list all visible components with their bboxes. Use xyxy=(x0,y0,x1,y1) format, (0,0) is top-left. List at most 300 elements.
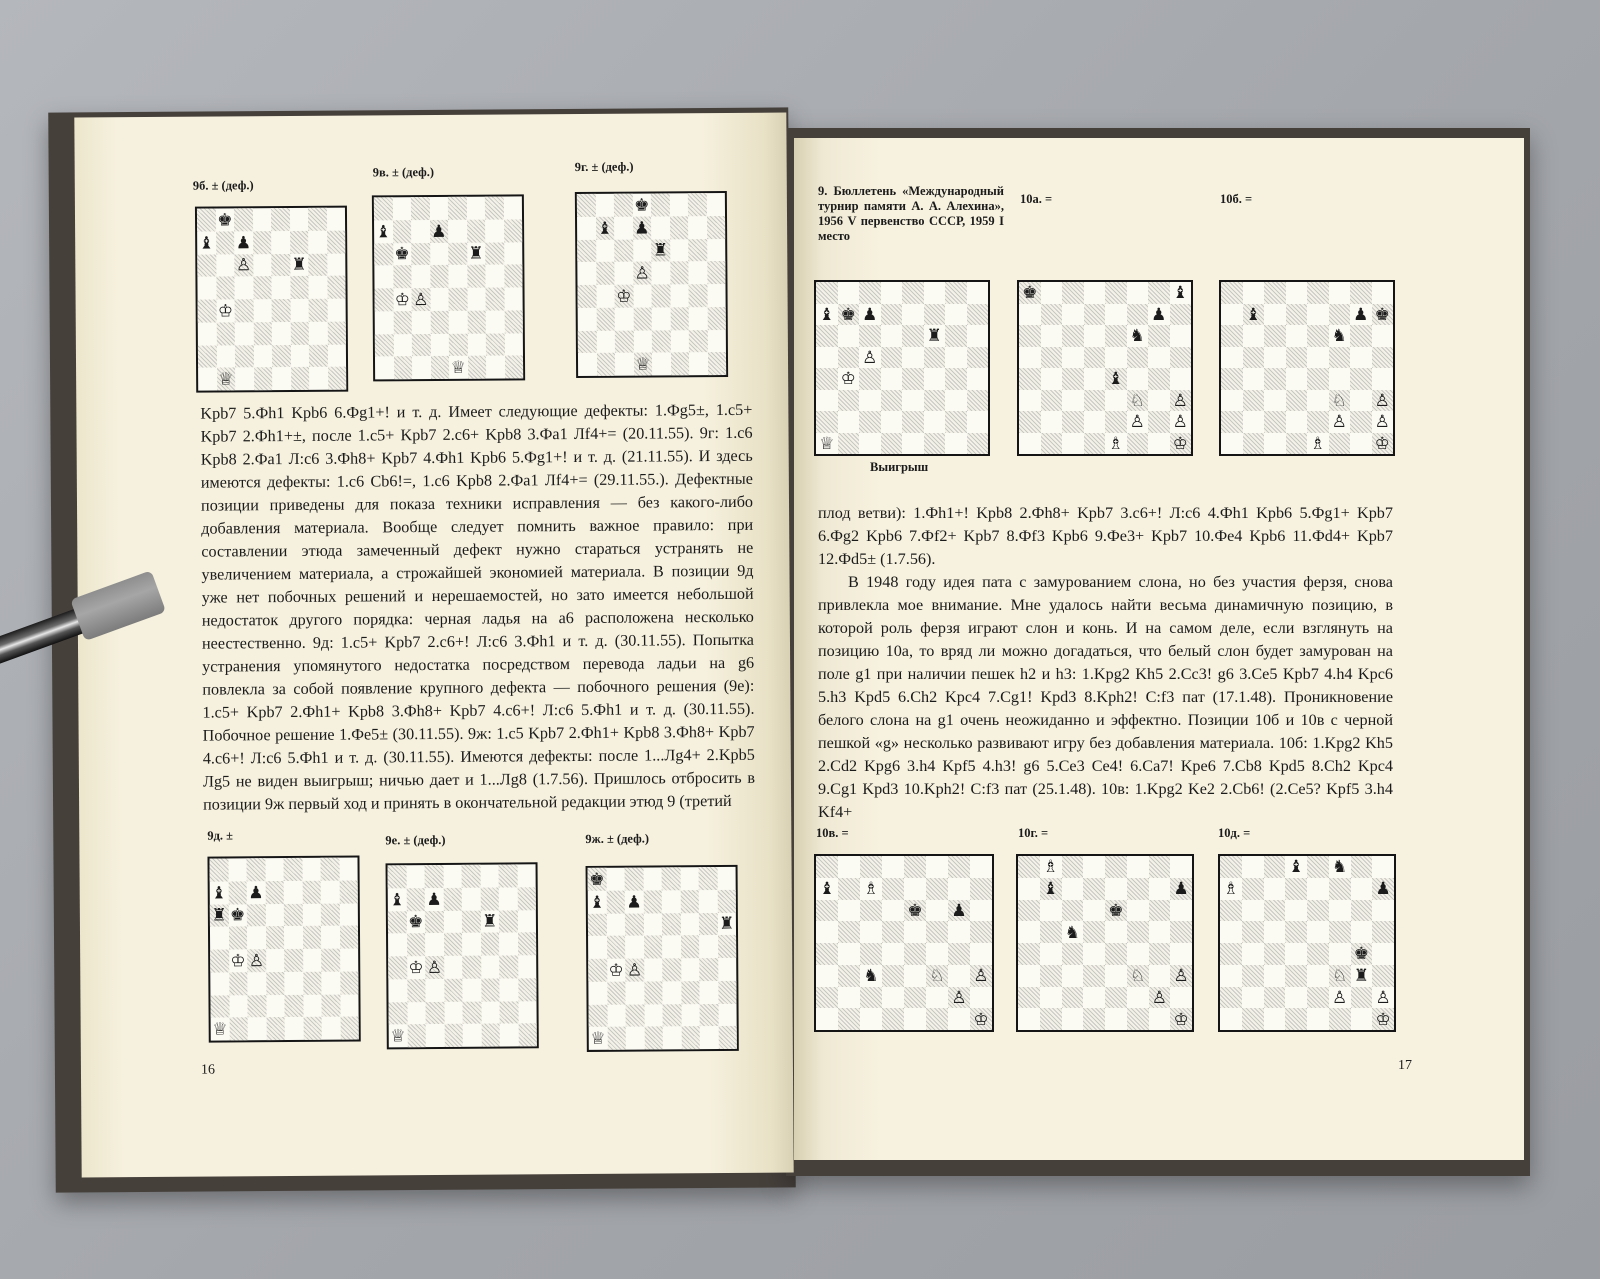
board-square xyxy=(374,266,393,289)
board-square xyxy=(1083,965,1105,987)
board-square xyxy=(443,910,462,933)
board-square xyxy=(216,345,235,368)
board-square xyxy=(1264,282,1286,304)
board-square xyxy=(1019,282,1041,304)
board-square xyxy=(860,878,882,900)
board-square xyxy=(425,979,444,1002)
board-square xyxy=(518,955,537,978)
board-square xyxy=(1105,878,1127,900)
board-square xyxy=(430,265,449,288)
board-square xyxy=(1127,390,1149,412)
board-square xyxy=(1041,304,1063,326)
chess-piece-icon: ♝ xyxy=(1172,283,1188,303)
board-square xyxy=(247,949,266,972)
board-square xyxy=(327,344,346,367)
board-square xyxy=(406,888,425,911)
board-square xyxy=(1285,900,1307,922)
board-square xyxy=(614,216,633,239)
board-square xyxy=(210,904,229,927)
board-square xyxy=(229,995,248,1018)
board-square xyxy=(1372,282,1394,304)
board-square xyxy=(1041,347,1063,369)
board-square xyxy=(209,858,228,881)
board-square xyxy=(700,1004,719,1027)
board-square xyxy=(1285,1008,1307,1030)
board-square xyxy=(247,904,266,927)
board-square xyxy=(1329,878,1351,900)
board-square xyxy=(1083,856,1105,878)
board-square xyxy=(633,262,652,285)
board-square xyxy=(577,217,596,240)
board-square xyxy=(651,239,670,262)
board-square xyxy=(235,345,254,368)
board-square xyxy=(948,900,970,922)
board-square xyxy=(1149,987,1171,1009)
board-square xyxy=(902,325,924,347)
board-square xyxy=(467,288,486,311)
board-square xyxy=(970,987,992,1009)
board-square xyxy=(1018,943,1040,965)
board-square xyxy=(321,926,340,949)
board-square xyxy=(1264,900,1286,922)
board-square xyxy=(1083,921,1105,943)
chess-diagram xyxy=(575,191,728,378)
board-square xyxy=(1372,987,1394,1009)
board-square xyxy=(614,262,633,285)
chess-piece-icon: ♜ xyxy=(468,244,484,264)
chess-diagram xyxy=(1219,280,1395,456)
chess-diagram xyxy=(586,865,739,1052)
chess-piece-icon: ♕ xyxy=(819,433,835,453)
board-square xyxy=(718,935,737,958)
board-square xyxy=(320,858,339,881)
board-square xyxy=(643,890,662,913)
board-square xyxy=(321,880,340,903)
board-square xyxy=(1350,325,1372,347)
board-square xyxy=(327,230,346,253)
board-square xyxy=(1264,1008,1286,1030)
chess-piece-icon: ♟ xyxy=(1353,304,1369,324)
chess-piece-icon: ♗ xyxy=(863,879,879,899)
board-square xyxy=(688,216,707,239)
board-square xyxy=(680,913,699,936)
chess-piece-icon: ♜ xyxy=(481,911,498,932)
board-square xyxy=(375,357,394,380)
paragraph: плод ветви): 1.Фh1+! Kpb8 2.Фh8+ Kpb7 3.c6+! Л:c6 4.Фh1 Kpb6 5.Фg1+ Kpb7 6.Фg2 Kpb6 7.Фf2+ Kpb7 8.Фf3 Kpb6 9.Фe3+ Kpb7 10.Фe4 Kpb6 11.Фd4+ Kpb7 12.Фd5± (1.7.56). xyxy=(818,504,1393,568)
board-square xyxy=(430,288,449,311)
board-square xyxy=(290,299,309,322)
board-square xyxy=(406,865,425,888)
board-square xyxy=(1062,411,1084,433)
board-square xyxy=(881,282,903,304)
board-square xyxy=(1329,921,1351,943)
board-square xyxy=(699,935,718,958)
board-square xyxy=(388,911,407,934)
board-square xyxy=(904,878,926,900)
board-square xyxy=(1062,390,1084,412)
board-square xyxy=(411,243,430,266)
board-square xyxy=(1149,1008,1171,1030)
chess-piece-icon: ♗ xyxy=(1310,433,1326,453)
board-square xyxy=(1351,965,1373,987)
board-square xyxy=(1220,900,1242,922)
board-square xyxy=(588,959,607,982)
board-square xyxy=(449,288,468,311)
chess-piece-icon: ♔ xyxy=(230,951,246,971)
board-square xyxy=(1062,943,1084,965)
board-square xyxy=(462,978,481,1001)
board-square xyxy=(1105,921,1127,943)
board-square xyxy=(1264,368,1286,390)
board-square xyxy=(393,220,412,243)
board-square xyxy=(707,329,726,352)
board-square xyxy=(967,282,989,304)
board-square xyxy=(388,933,407,956)
board-square xyxy=(1372,304,1394,326)
board-square xyxy=(1170,921,1192,943)
board-square xyxy=(881,390,903,412)
board-square xyxy=(265,926,284,949)
chess-piece-icon: ♙ xyxy=(235,255,252,275)
board-square xyxy=(467,333,486,356)
board-square xyxy=(633,216,652,239)
board-square xyxy=(904,965,926,987)
board-square xyxy=(1264,987,1286,1009)
board-square xyxy=(670,352,689,375)
board-square xyxy=(838,943,860,965)
board-square xyxy=(339,858,358,881)
chess-piece-icon: ♙ xyxy=(1172,412,1188,432)
board-square xyxy=(588,891,607,914)
board-square xyxy=(339,903,358,926)
board-square xyxy=(518,933,537,956)
board-square xyxy=(1351,921,1373,943)
board-square xyxy=(1018,987,1040,1009)
chess-piece-icon: ♔ xyxy=(408,957,424,978)
board-square xyxy=(1127,433,1149,455)
board-square xyxy=(1170,368,1192,390)
board-square xyxy=(235,368,254,391)
board-square xyxy=(1062,1008,1084,1030)
board-square xyxy=(816,368,838,390)
board-square xyxy=(838,987,860,1009)
chess-piece-icon: ♜ xyxy=(926,326,942,346)
board-square xyxy=(1062,856,1084,878)
board-square xyxy=(266,995,285,1018)
board-square xyxy=(689,352,708,375)
board-square xyxy=(699,981,718,1004)
board-square xyxy=(210,927,229,950)
board-square xyxy=(253,322,272,345)
board-square xyxy=(426,1024,445,1047)
board-square xyxy=(499,887,518,910)
board-square xyxy=(246,858,265,881)
board-square xyxy=(1127,1008,1149,1030)
chess-piece-icon: ♞ xyxy=(1064,922,1080,942)
board-square xyxy=(644,1004,663,1027)
board-square xyxy=(902,304,924,326)
chess-piece-icon: ♚ xyxy=(589,869,605,889)
board-square xyxy=(1170,856,1192,878)
board-square xyxy=(504,310,523,333)
board-square xyxy=(838,325,860,347)
board-square xyxy=(945,433,967,455)
board-square xyxy=(448,265,467,288)
chess-piece-icon: ♝ xyxy=(1108,369,1124,389)
board-square xyxy=(967,433,989,455)
board-square xyxy=(1264,304,1286,326)
board-square xyxy=(859,368,881,390)
board-square xyxy=(411,220,430,243)
board-square xyxy=(881,411,903,433)
board-square xyxy=(1307,943,1329,965)
board-square xyxy=(463,1024,482,1047)
board-square xyxy=(425,1001,444,1024)
board-square xyxy=(1329,304,1351,326)
board-square xyxy=(644,1027,663,1050)
board-square xyxy=(1105,965,1127,987)
board-square xyxy=(1170,411,1192,433)
chess-piece-icon: ♔ xyxy=(394,290,411,310)
board-square xyxy=(211,1018,230,1041)
board-square xyxy=(229,1018,248,1041)
board-square xyxy=(859,433,881,455)
board-square xyxy=(1148,304,1170,326)
board-square xyxy=(718,958,737,981)
board-square xyxy=(860,921,882,943)
board-square xyxy=(248,1017,267,1040)
board-square xyxy=(340,1017,359,1040)
board-square xyxy=(1220,856,1242,878)
board-square xyxy=(321,994,340,1017)
board-square xyxy=(1062,921,1084,943)
board-square xyxy=(1062,878,1084,900)
board-square xyxy=(625,913,644,936)
board-square xyxy=(326,208,345,231)
board-square xyxy=(480,865,499,888)
board-square xyxy=(838,878,860,900)
board-square xyxy=(926,878,948,900)
board-square xyxy=(322,1017,341,1040)
board-square xyxy=(615,307,634,330)
board-square xyxy=(340,994,359,1017)
board-square xyxy=(1019,390,1041,412)
board-square xyxy=(1351,900,1373,922)
board-square xyxy=(1041,282,1063,304)
board-square xyxy=(1242,1008,1264,1030)
board-square xyxy=(1307,987,1329,1009)
board-square xyxy=(1041,325,1063,347)
board-square xyxy=(699,890,718,913)
board-square xyxy=(1372,878,1394,900)
board-square xyxy=(1019,304,1041,326)
board-square xyxy=(1242,900,1264,922)
board-square xyxy=(1041,368,1063,390)
chess-piece-icon: ♙ xyxy=(1331,412,1347,432)
board-square xyxy=(290,253,309,276)
board-square xyxy=(1372,943,1394,965)
board-square xyxy=(228,927,247,950)
board-square xyxy=(1019,411,1041,433)
board-square xyxy=(389,1024,408,1047)
board-square xyxy=(882,878,904,900)
board-square xyxy=(643,867,662,890)
board-square xyxy=(1084,347,1106,369)
board-square xyxy=(1127,368,1149,390)
board-square xyxy=(860,943,882,965)
board-square xyxy=(1285,943,1307,965)
chess-piece-icon: ♚ xyxy=(1353,944,1369,964)
board-square xyxy=(1062,900,1084,922)
board-square xyxy=(284,881,303,904)
board-square xyxy=(253,231,272,254)
board-square xyxy=(247,881,266,904)
board-square xyxy=(926,1008,948,1030)
board-square xyxy=(904,856,926,878)
board-square xyxy=(926,900,948,922)
board-square xyxy=(948,943,970,965)
board-square xyxy=(504,219,523,242)
board-square xyxy=(1127,411,1149,433)
board-square xyxy=(216,299,235,322)
board-square xyxy=(924,282,946,304)
board-square xyxy=(290,276,309,299)
board-square xyxy=(198,322,217,345)
board-square xyxy=(247,972,266,995)
board-square xyxy=(340,971,359,994)
board-square xyxy=(1127,282,1149,304)
board-square xyxy=(816,965,838,987)
board-square xyxy=(1148,347,1170,369)
chess-piece-icon: ♙ xyxy=(1172,390,1188,410)
left-body-text xyxy=(200,399,755,817)
board-square xyxy=(1286,390,1308,412)
board-square xyxy=(970,965,992,987)
board-square xyxy=(948,856,970,878)
board-square xyxy=(1018,878,1040,900)
board-square xyxy=(902,390,924,412)
board-square xyxy=(948,921,970,943)
chess-piece-icon: ♙ xyxy=(1151,987,1167,1007)
board-square xyxy=(670,307,689,330)
board-square xyxy=(1084,433,1106,455)
board-square xyxy=(1329,390,1351,412)
board-square xyxy=(945,325,967,347)
board-square xyxy=(902,411,924,433)
board-square xyxy=(309,299,328,322)
board-square xyxy=(625,868,644,891)
board-square xyxy=(290,344,309,367)
board-square xyxy=(881,304,903,326)
board-square xyxy=(425,865,444,888)
board-square xyxy=(902,282,924,304)
diagram-caption: 10а. = xyxy=(1020,192,1053,206)
board-square xyxy=(321,971,340,994)
board-square xyxy=(485,197,504,220)
board-square xyxy=(253,276,272,299)
board-square xyxy=(412,288,431,311)
chess-piece-icon: ♗ xyxy=(1043,857,1059,877)
board-square xyxy=(838,282,860,304)
board-square xyxy=(266,972,285,995)
board-square xyxy=(816,921,838,943)
board-square xyxy=(499,955,518,978)
board-square xyxy=(644,936,663,959)
board-square xyxy=(1350,282,1372,304)
board-square xyxy=(718,981,737,1004)
chess-piece-icon: ♚ xyxy=(407,912,424,932)
board-square xyxy=(388,956,407,979)
board-square xyxy=(680,890,699,913)
chess-piece-icon: ♝ xyxy=(198,233,215,253)
board-square xyxy=(1105,943,1127,965)
chess-diagram xyxy=(1218,854,1396,1032)
board-square xyxy=(633,239,652,262)
chess-piece-icon: ♙ xyxy=(862,347,878,367)
board-square xyxy=(486,288,505,311)
board-square xyxy=(467,219,486,242)
board-square xyxy=(607,981,626,1004)
board-square xyxy=(1329,325,1351,347)
board-square xyxy=(1084,325,1106,347)
board-square xyxy=(902,368,924,390)
board-square xyxy=(652,307,671,330)
board-square xyxy=(480,910,499,933)
board-square xyxy=(816,987,838,1009)
board-square xyxy=(216,231,235,254)
board-square xyxy=(662,867,681,890)
board-square xyxy=(970,1008,992,1030)
board-square xyxy=(1285,878,1307,900)
chess-piece-icon: ♚ xyxy=(394,244,410,264)
board-square xyxy=(699,958,718,981)
board-square xyxy=(234,208,253,231)
board-square xyxy=(1221,282,1243,304)
chess-piece-icon: ♘ xyxy=(1332,966,1348,986)
board-square xyxy=(816,943,838,965)
board-square xyxy=(717,890,736,913)
board-square xyxy=(1220,987,1242,1009)
chess-piece-icon: ♕ xyxy=(390,1026,406,1046)
board-square xyxy=(425,910,444,933)
board-square xyxy=(644,958,663,981)
board-square xyxy=(967,347,989,369)
chess-piece-icon: ♘ xyxy=(1130,966,1146,986)
board-square xyxy=(948,987,970,1009)
chess-piece-icon: ♙ xyxy=(1375,987,1391,1007)
board-square xyxy=(1329,987,1351,1009)
chess-piece-icon: ♕ xyxy=(450,357,467,378)
board-square xyxy=(481,933,500,956)
board-square xyxy=(1084,411,1106,433)
board-square xyxy=(425,933,444,956)
board-square xyxy=(1148,325,1170,347)
board-square xyxy=(462,933,481,956)
board-square xyxy=(644,981,663,1004)
chess-piece-icon: ♗ xyxy=(1108,433,1124,453)
board-square xyxy=(1062,433,1084,455)
board-square xyxy=(816,325,838,347)
board-square xyxy=(577,285,596,308)
board-square xyxy=(588,868,607,891)
board-square xyxy=(859,325,881,347)
board-square xyxy=(481,1024,500,1047)
board-square xyxy=(265,904,284,927)
board-square xyxy=(859,304,881,326)
board-square xyxy=(1242,987,1264,1009)
board-square xyxy=(1105,368,1127,390)
board-square xyxy=(967,411,989,433)
